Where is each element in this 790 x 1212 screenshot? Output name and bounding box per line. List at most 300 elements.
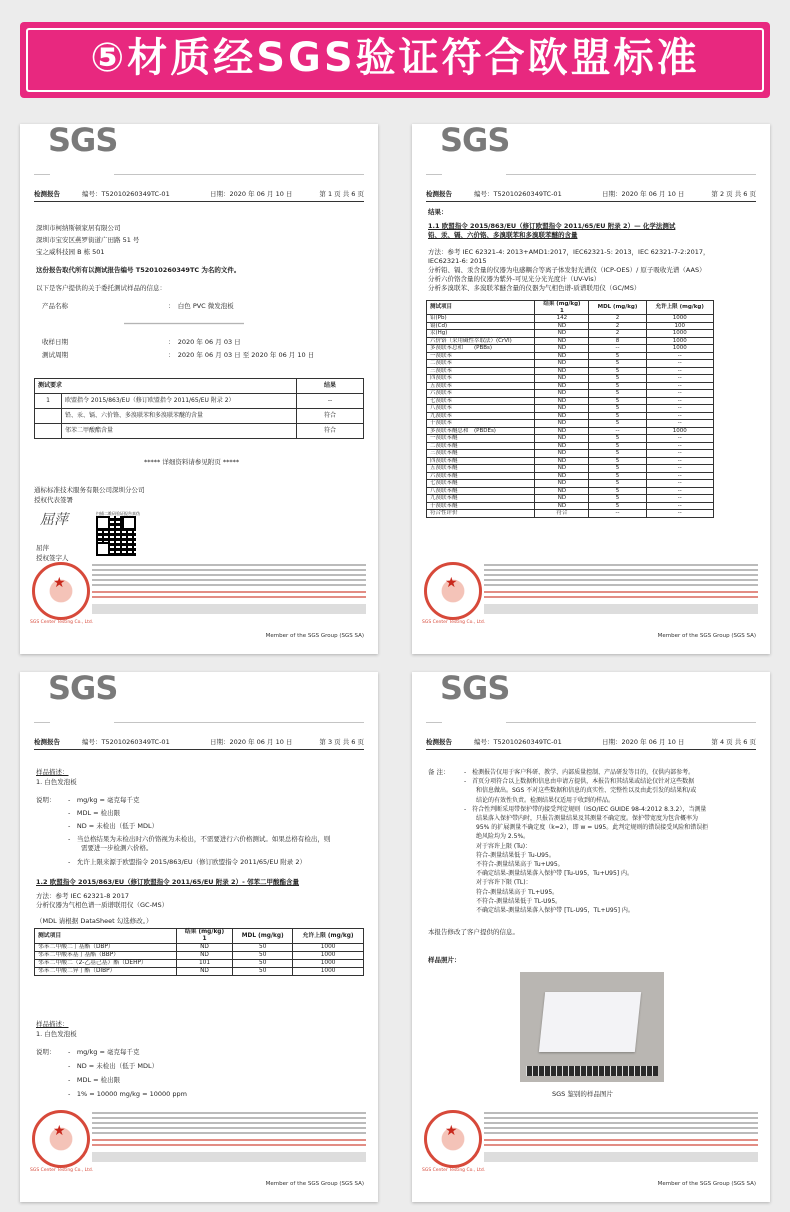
- fine-print-line: [484, 564, 758, 566]
- table-row: [427, 345, 714, 353]
- col-result: [176, 929, 233, 944]
- requirement-text: 欧盟指令 2015/863/EU（修订欧盟指令 2011/65/EU 附录 2）: [62, 394, 297, 409]
- sgs-logo: SGS: [440, 672, 510, 707]
- fine-print-line: [484, 1122, 758, 1124]
- fine-print-line: [92, 579, 366, 581]
- remark-line: 符合-测量结果低于 Tu-U95。: [464, 851, 555, 859]
- table-row: [35, 968, 364, 976]
- remark-line: 不符合-测量结果低于 TL-U95。: [464, 897, 562, 905]
- result-cell: ND: [535, 345, 589, 353]
- seal-caption: SGS Center Testing Co., Ltd.: [30, 620, 94, 625]
- address-bar: [92, 604, 366, 614]
- result-cell: ND: [535, 352, 589, 360]
- fine-print-line: [92, 584, 366, 586]
- fine-print-line: [92, 1144, 366, 1146]
- mdl-cell: 2: [589, 315, 646, 323]
- member-text: Member of the SGS Group (SGS SA): [657, 1181, 756, 1187]
- result-cell: ND: [535, 472, 589, 480]
- limit-cell: --: [646, 465, 713, 473]
- table-row: [35, 409, 364, 424]
- method-line: IEC62321-6: 2015: [428, 257, 487, 265]
- authorized-label: 授权代表签署: [34, 496, 73, 504]
- limit-cell: --: [646, 352, 713, 360]
- mdl-cell: 5: [589, 360, 646, 368]
- logo-rule-right: [114, 722, 364, 723]
- table-row: [427, 427, 714, 435]
- sample-title: 样品描述：: [36, 768, 69, 776]
- page-number: 第 4 页 共 6 页: [711, 738, 756, 746]
- mdl-cell: 5: [589, 502, 646, 510]
- table-header-row: [427, 301, 714, 315]
- section-title: 1.2 欧盟指令 2015/863/EU（修订欧盟指令 2011/65/EU 附录 2）- 邻苯二甲酸酯含量: [36, 878, 300, 886]
- seal-caption: SGS Center Testing Co., Ltd.: [422, 620, 486, 625]
- limit-cell: --: [646, 472, 713, 480]
- fine-print-line: [92, 596, 366, 598]
- remark-line: 不确定结果-测量结果落入保护带 [Tu-U95，Tu+U95] 内。: [464, 870, 634, 878]
- result-cell: ND: [535, 330, 589, 338]
- limit-cell: 1000: [293, 944, 364, 952]
- item-cell: 一溴联苯醚: [427, 435, 535, 443]
- page-footer: [412, 1106, 770, 1202]
- table-row: [427, 495, 714, 503]
- sgs-seal: [424, 562, 482, 620]
- note-line: - mg/kg = 毫克每千克: [68, 1048, 140, 1056]
- requirement-text: 铅、汞、镉、六价铬、多溴联苯和多溴联苯醚的含量: [62, 409, 297, 424]
- result-cell: ND: [535, 435, 589, 443]
- item-cell: 七溴联苯醚: [427, 480, 535, 488]
- remark-line: - 检测报告仅用于客户科研、教学、内部质量控制、产品研发等目的，仅供内部参考。: [464, 769, 695, 776]
- qr-finder-tr: [122, 516, 136, 530]
- item-cell: 邻苯二甲酸二丁基酯（DBP）: [35, 944, 177, 952]
- result-cell: ND: [535, 337, 589, 345]
- mdl-cell: 5: [589, 457, 646, 465]
- note-line: - ND = 未检出（低于 MDL）: [68, 1062, 159, 1070]
- result-text: 符合: [297, 409, 364, 424]
- company-name: 通标标准技术服务有限公司深圳分公司: [34, 486, 145, 494]
- header-rule: [34, 749, 364, 750]
- table-row: [427, 480, 714, 488]
- item-cell: 多溴联苯总和 (PBBs): [427, 345, 535, 353]
- fine-print-line: [92, 1112, 366, 1114]
- col-item: 测试项目: [427, 301, 535, 315]
- fine-print-line: [92, 591, 366, 593]
- col-result-label: 结果 (mg/kg): [184, 929, 225, 935]
- result-text: 符合: [297, 424, 364, 439]
- sgs-seal: [424, 1110, 482, 1168]
- remarks-block: [464, 768, 708, 915]
- address-bar: [484, 1152, 758, 1162]
- header-rule: [426, 201, 756, 202]
- mdl-cell: 5: [589, 435, 646, 443]
- mdl-cell: 50: [233, 968, 293, 976]
- sgs-logo: SGS: [48, 124, 118, 159]
- seal-caption: SGS Center Testing Co., Ltd.: [422, 1168, 486, 1173]
- note-line: 需要进一步检测六价格。: [68, 844, 153, 852]
- test-period-value: ： 2020 年 06 月 03 日 至 2020 年 06 月 10 日: [168, 351, 315, 359]
- limit-cell: --: [646, 480, 713, 488]
- logo-rule-left: [34, 174, 50, 175]
- limit-cell: --: [646, 397, 713, 405]
- remark-line: 结果落入保护带内时，只报告测量结果及其测量不确定度。保护带宽度为包含概率为: [464, 815, 699, 823]
- result-cell: 101: [176, 960, 233, 968]
- qr-caption: 扫描二维码验证报告真伪: [96, 511, 140, 516]
- limit-cell: --: [646, 420, 713, 428]
- mdl-cell: 5: [589, 487, 646, 495]
- result-cell: ND: [535, 367, 589, 375]
- remark-line: 和信息做出。SGS 不对这些数据和信息的真实性、完整性以及由此引发的结果和/或: [464, 787, 697, 795]
- result-cell: ND: [176, 952, 233, 960]
- col-item: 测试项目: [35, 929, 177, 944]
- item-cell: 汞(Hg): [427, 330, 535, 338]
- fine-print-line: [484, 584, 758, 586]
- page-footer: [412, 558, 770, 654]
- item-cell: 四溴联苯: [427, 375, 535, 383]
- table-row: [427, 322, 714, 330]
- fine-print-line: [484, 1144, 758, 1146]
- page-number: 第 2 页 共 6 页: [711, 190, 756, 198]
- result-cell: ND: [535, 495, 589, 503]
- result-cell: ND: [535, 427, 589, 435]
- result-cell: ND: [535, 375, 589, 383]
- mdl-cell: --: [589, 427, 646, 435]
- item-cell: 镉(Cd): [427, 322, 535, 330]
- sample-description: 1. 白色发泡板: [36, 778, 77, 786]
- table-row: [427, 397, 714, 405]
- result-cell: ND: [535, 465, 589, 473]
- table-row: [427, 412, 714, 420]
- logo-rule-left: [426, 174, 442, 175]
- mdl-cell: 2: [589, 330, 646, 338]
- table-row: [427, 405, 714, 413]
- item-cell: 八溴联苯: [427, 405, 535, 413]
- remark-line: 不确定结果-测量结果落入保护带 [TL-U95，TL+U95] 内。: [464, 907, 634, 915]
- fine-print-line: [484, 1112, 758, 1114]
- header-label: 检测报告: [34, 738, 60, 746]
- col-mdl: MDL (mg/kg): [589, 301, 646, 315]
- fine-print-line: [484, 579, 758, 581]
- header-label: 检测报告: [34, 190, 60, 198]
- col-result-index: 1: [202, 936, 207, 942]
- remark-line: 95% 的扩展测量不确定度（k=2），即 w = U95。此判定规则的错误接受风险和错误拒: [464, 824, 709, 832]
- fine-print-line: [484, 1127, 758, 1129]
- table-row: [427, 502, 714, 510]
- row-number: 1: [35, 394, 62, 409]
- amend-note: 本报告修改了客户提供的信息。: [428, 928, 519, 936]
- result-cell: ND: [535, 322, 589, 330]
- table-row: [35, 952, 364, 960]
- receive-date-value: ： 2020 年 06 月 03 日: [168, 338, 241, 346]
- result-cell: ND: [176, 968, 233, 976]
- fine-print-line: [92, 1139, 366, 1141]
- item-cell: 铅(Pb): [427, 315, 535, 323]
- seal-star-icon: ★: [445, 1123, 458, 1139]
- remark-line: - 符合性判断采用带保护带的接受判定规则（ISO/IEC GUIDE 98-4:2012 8.3.2），当测量: [464, 805, 707, 813]
- table-row: [427, 375, 714, 383]
- item-cell: 邻苯二甲酸苯基丁基酯（BBP）: [35, 952, 177, 960]
- report-page-3: [20, 672, 378, 1202]
- item-cell: 五溴联苯醚: [427, 465, 535, 473]
- address-bar: [484, 604, 758, 614]
- method-line: 方法：参考 IEC 62321-4: 2013+AMD1:2017，IEC62321-5: 2013，IEC 62321-7-2:2017，: [428, 248, 710, 256]
- table-row: [427, 487, 714, 495]
- table-row: [427, 352, 714, 360]
- table-header-row: [35, 929, 364, 944]
- results-label: 结果：: [428, 208, 448, 216]
- signer-name: 屈萍: [36, 544, 49, 552]
- note-line: - 当总格结果为未检出时六价铬视为未检出，不需要进行六价格测试。如果总格有检出，则: [68, 835, 331, 843]
- limit-cell: --: [646, 487, 713, 495]
- sgs-seal: [32, 562, 90, 620]
- logo-rule-left: [426, 722, 442, 723]
- page-number: 第 1 页 共 6 页: [319, 190, 364, 198]
- table-row: [427, 442, 714, 450]
- table-row: [427, 390, 714, 398]
- table-row: [427, 457, 714, 465]
- result-cell: ND: [535, 405, 589, 413]
- receive-date-label: 收样日期: [42, 338, 68, 346]
- mdl-cell: 5: [589, 495, 646, 503]
- item-cell: 多溴联苯醚总和 (PBDEs): [427, 427, 535, 435]
- remark-line: 结论的有效性负责。检测结果仅适用于收到的样品。: [464, 796, 615, 804]
- mdl-cell: --: [589, 510, 646, 518]
- fine-print-line: [92, 569, 366, 571]
- col-result-index: 1: [560, 307, 564, 314]
- report-number: 编号：T52010260349TC-01: [474, 190, 562, 198]
- mdl-cell: 5: [589, 480, 646, 488]
- seal-star-icon: ★: [445, 575, 458, 591]
- sample-title: 样品描述：: [36, 1020, 69, 1028]
- report-number: 编号：T52010260349TC-01: [474, 738, 562, 746]
- photo-title: 样品照片：: [428, 956, 461, 964]
- sample-board-image: [539, 992, 641, 1052]
- item-cell: 六溴联苯: [427, 390, 535, 398]
- col-result: [535, 301, 589, 315]
- mdl-cell: 5: [589, 420, 646, 428]
- note-line: - 1% = 10000 mg/kg = 10000 ppm: [68, 1090, 187, 1098]
- measuring-ruler: [526, 1066, 658, 1076]
- item-cell: 十溴联苯: [427, 420, 535, 428]
- item-cell: 一溴联苯: [427, 352, 535, 360]
- fine-print-line: [92, 1122, 366, 1124]
- mdl-cell: 5: [589, 352, 646, 360]
- limit-cell: --: [646, 375, 713, 383]
- note-line: - 允许上限来源于欧盟指令 2015/863/EU（修订欧盟指令 2011/65/EU 附录 2）: [68, 858, 306, 866]
- method-line: 分析铅、镉、汞含量的仪器为电感耦合等离子体发射光谱仪（ICP-OES）/ 原子吸收光谱（AAS）: [428, 266, 706, 274]
- result-cell: 142: [535, 315, 589, 323]
- limit-cell: --: [646, 405, 713, 413]
- limit-cell: --: [646, 450, 713, 458]
- remark-line: 符合-测量结果高于 TL+U95。: [464, 888, 559, 896]
- result-cell: ND: [535, 412, 589, 420]
- mdl-cell: 8: [589, 337, 646, 345]
- fine-print-line: [484, 1132, 758, 1134]
- table-row: [427, 435, 714, 443]
- signature: 屈萍: [40, 512, 68, 528]
- table-row: [427, 382, 714, 390]
- item-cell: 八溴联苯醚: [427, 487, 535, 495]
- fine-print-line: [484, 1117, 758, 1119]
- photo-caption: SGS 鉴别的样品图片: [552, 1090, 613, 1098]
- logo-rule-left: [34, 722, 50, 723]
- mdl-cell: 5: [589, 450, 646, 458]
- mdl-cell: 5: [589, 442, 646, 450]
- table-row: [427, 450, 714, 458]
- table-row: [35, 424, 364, 439]
- sample-photo: [520, 972, 664, 1082]
- mdl-cell: 5: [589, 390, 646, 398]
- remark-line: - 首页分项符合以上数据和信息由申请方提供，本报告和其结果或结论仅针对这些数据: [464, 778, 695, 786]
- logo-rule-right: [506, 722, 756, 723]
- table-row: [427, 472, 714, 480]
- header-label: 检测报告: [426, 190, 452, 198]
- remark-line: 对于容许上限 (Tu)：: [464, 842, 532, 850]
- table-row: [35, 960, 364, 968]
- fine-print-line: [92, 564, 366, 566]
- table-row: [427, 510, 714, 518]
- limit-cell: --: [646, 502, 713, 510]
- result-text: --: [297, 394, 364, 409]
- info-intro: 以下是客户提供的关于委托测试样品的信息：: [36, 284, 166, 292]
- note-line: - ND = 未检出（低于 MDL）: [68, 822, 159, 830]
- product-name-value: ： 白色 PVC 微发泡板: [168, 302, 234, 310]
- limit-cell: 1000: [293, 952, 364, 960]
- notes-label: 说明：: [36, 1048, 56, 1056]
- client-line-1: 深圳市柯纳斯顿家居有限公司: [36, 224, 121, 232]
- item-cell: 九溴联苯醚: [427, 495, 535, 503]
- item-cell: 十溴联苯醚: [427, 502, 535, 510]
- remark-line: 绝风险均为 2.5%。: [464, 833, 530, 841]
- table-row: [427, 315, 714, 323]
- result-cell: ND: [535, 487, 589, 495]
- page-number: 第 3 页 共 6 页: [319, 738, 364, 746]
- col-limit: 允许上限 (mg/kg): [293, 929, 364, 944]
- item-cell: 五溴联苯: [427, 382, 535, 390]
- logo-rule-right: [114, 174, 364, 175]
- limit-cell: 100: [646, 322, 713, 330]
- fine-print-line: [484, 596, 758, 598]
- mdl-cell: 5: [589, 397, 646, 405]
- item-cell: 三溴联苯: [427, 367, 535, 375]
- mdl-note: （MDL 请根据 DataSheet 勾选修改。）: [36, 917, 153, 925]
- limit-cell: --: [646, 390, 713, 398]
- item-cell: 四溴联苯醚: [427, 457, 535, 465]
- fine-print-line: [92, 1127, 366, 1129]
- table-row: [427, 337, 714, 345]
- col-requirement: 测试要求: [35, 379, 297, 394]
- mdl-cell: 5: [589, 405, 646, 413]
- limit-cell: 1000: [646, 330, 713, 338]
- requirement-text: 邻苯二甲酸酯含量: [62, 424, 297, 439]
- item-cell: 邻苯二甲酸二（2-乙基己基）酯（DEHP）: [35, 960, 177, 968]
- item-cell: 七溴联苯: [427, 397, 535, 405]
- table-row: [35, 394, 364, 409]
- fine-print-line: [92, 1117, 366, 1119]
- seal-star-icon: ★: [53, 575, 66, 591]
- result-cell: ND: [535, 502, 589, 510]
- result-cell: ND: [535, 397, 589, 405]
- limit-cell: --: [646, 412, 713, 420]
- result-cell: ND: [535, 442, 589, 450]
- report-number: 编号：T52010260349TC-01: [82, 738, 170, 746]
- supersede-notice: 这份报告取代所有以测试报告编号 T52010260349TC 为名的文件。: [36, 266, 241, 274]
- fine-print-line: [484, 569, 758, 571]
- fine-print-line: [484, 1139, 758, 1141]
- sgs-logo: SGS: [440, 124, 510, 159]
- qr-finder-bl: [96, 542, 110, 556]
- heavy-metals-table: [426, 300, 714, 518]
- title-banner: [20, 22, 770, 98]
- address-bar: [92, 1152, 366, 1162]
- item-cell: 二溴联苯: [427, 360, 535, 368]
- note-line: - MDL = 检出限: [68, 809, 121, 817]
- mdl-cell: 5: [589, 412, 646, 420]
- sgs-seal: [32, 1110, 90, 1168]
- col-limit: 允许上限 (mg/kg): [646, 301, 713, 315]
- row-number: [35, 424, 62, 439]
- limit-cell: --: [646, 442, 713, 450]
- banner-title: ⑤材质经SGS验证符合欧盟标准: [90, 35, 700, 81]
- requirements-table: [34, 378, 364, 439]
- table-row: [427, 420, 714, 428]
- remark-line: 对于容许下限 (TL)：: [464, 879, 532, 887]
- section-subtitle: 铅、汞、镉、六价铬、多溴联苯和多溴联苯醚的含量: [428, 231, 578, 239]
- member-text: Member of the SGS Group (SGS SA): [657, 633, 756, 639]
- limit-cell: 1000: [293, 968, 364, 976]
- header-label: 检测报告: [426, 738, 452, 746]
- method-line: 分析仪器为气相色谱一质谱联用仪（GC-MS）: [36, 901, 169, 909]
- result-cell: 符合: [535, 510, 589, 518]
- item-cell: 二溴联苯醚: [427, 442, 535, 450]
- logo-rule-right: [506, 174, 756, 175]
- limit-cell: 1000: [646, 427, 713, 435]
- mdl-cell: 5: [589, 382, 646, 390]
- product-name-label: 产品名称: [42, 302, 68, 310]
- report-page-2: [412, 124, 770, 654]
- fine-print-line: [484, 574, 758, 576]
- table-row: [427, 367, 714, 375]
- report-date: 日期：2020 年 06 月 10 日: [602, 738, 685, 746]
- result-cell: ND: [535, 360, 589, 368]
- mdl-cell: 50: [233, 944, 293, 952]
- col-result-label: 结果 (mg/kg): [543, 301, 581, 307]
- mdl-cell: --: [589, 345, 646, 353]
- sgs-logo: SGS: [48, 672, 118, 707]
- phthalates-table: [34, 928, 364, 976]
- result-cell: ND: [535, 420, 589, 428]
- mdl-cell: 5: [589, 472, 646, 480]
- item-cell: 九溴联苯: [427, 412, 535, 420]
- star-separator: ************************************************************: [124, 322, 244, 327]
- seal-caption: SGS Center Testing Co., Ltd.: [30, 1168, 94, 1173]
- remark-line: 不符合-测量结果高于 Tu+U95。: [464, 861, 564, 869]
- method-line: 分析六价铬含量的仪器为紫外-可见光分光光度计（UV-Vis）: [428, 275, 601, 283]
- row-number: [35, 409, 62, 424]
- remarks-label: 备 注：: [428, 768, 450, 776]
- item-cell: 符合性评价: [427, 510, 535, 518]
- limit-cell: --: [646, 510, 713, 518]
- limit-cell: --: [646, 360, 713, 368]
- notes-label: 说明：: [36, 796, 56, 804]
- client-line-2: 深圳市宝安区燕罗街道广田路 51 号: [36, 236, 140, 244]
- sample-description: 1. 白色发泡板: [36, 1030, 77, 1038]
- member-text: Member of the SGS Group (SGS SA): [265, 633, 364, 639]
- mdl-cell: 5: [589, 375, 646, 383]
- fine-print-line: [484, 591, 758, 593]
- limit-cell: --: [646, 457, 713, 465]
- mdl-cell: 2: [589, 322, 646, 330]
- header-rule: [34, 201, 364, 202]
- limit-cell: 1000: [646, 337, 713, 345]
